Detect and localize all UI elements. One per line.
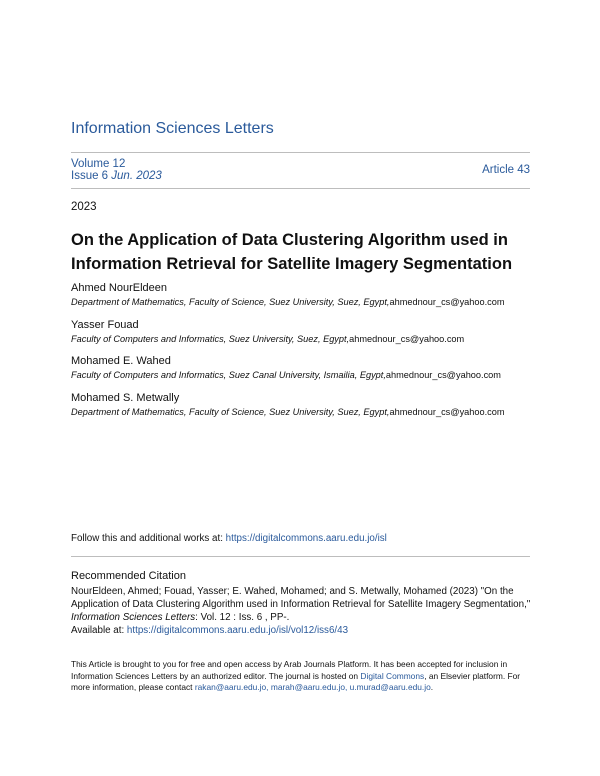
citation-link[interactable]: https://digitalcommons.aaru.edu.jo/isl/vol12/iss6/43 [126,625,349,636]
author-email: ahmednour_cs@yahoo.com [389,407,505,417]
divider [71,188,530,189]
divider [71,152,530,153]
access-notice: This Article is brought to you for free and open access by Arab Journals Platform. It has been accepted for inclusion in Information Sciences Letters by an authorized editor. The journal is hosted on Digital Commons, an Elsevier platform. For more information, please contact rakan@aaru.edu.jo, marah@aaru.edu.jo, u.murad@aaru.edu.jo. [71,659,521,692]
issue-label: Issue 6 Jun. 2023 [71,170,162,182]
citation-heading: Recommended Citation [71,570,186,582]
author-name: Yasser Fouad [71,319,139,331]
year: 2023 [71,201,97,213]
article-number[interactable]: Article 43 [482,164,530,176]
volume-label: Volume 12 [71,158,126,170]
author-email: ahmednour_cs@yahoo.com [389,297,505,307]
author-affiliation: Department of Mathematics, Faculty of Science, Suez University, Suez, Egypt,ahmednour_cs@yahoo.com [71,407,505,417]
author-email: ahmednour_cs@yahoo.com [385,370,501,380]
collection-link[interactable]: https://digitalcommons.aaru.edu.jo/isl [225,533,387,544]
follow-line: Follow this and additional works at: https://digitalcommons.aaru.edu.jo/isl [71,533,387,544]
volume-issue[interactable] [71,158,162,182]
author-name: Ahmed NourEldeen [71,282,168,294]
author-name: Mohamed E. Wahed [71,355,171,367]
citation-text: NourEldeen, Ahmed; Fouad, Yasser; E. Wahed, Mohamed; and S. Metwally, Mohamed (2023) "On the Application of Data Clustering Algorithm used in Information Retrieval for Satellite Imagery Segmentation," Information Sciences Letters: Vol. 12 : Iss. 6 , PP-. Available at: https://digitalcommons.aaru.edu.jo/isl/vol12/iss6/43 [71,586,531,636]
divider [71,556,530,557]
digital-commons-link[interactable]: Digital Commons [360,670,425,681]
contact-email-link[interactable]: rakan@aaru.edu.jo, marah@aaru.edu.jo, u.murad@aaru.edu.jo [194,682,431,692]
article-title: On the Application of Data Clustering Algorithm used in Information Retrieval for Satellite Imagery Segmentation [71,231,513,273]
author-email: ahmednour_cs@yahoo.com [349,334,465,344]
author-name: Mohamed S. Metwally [71,392,180,404]
author-affiliation: Department of Mathematics, Faculty of Science, Suez University, Suez, Egypt,ahmednour_cs@yahoo.com [71,297,505,307]
author-affiliation: Faculty of Computers and Informatics, Suez University, Suez, Egypt,ahmednour_cs@yahoo.com [71,334,465,344]
journal-name[interactable]: Information Sciences Letters [71,120,274,137]
author-affiliation: Faculty of Computers and Informatics, Suez Canal University, Ismailia, Egypt,ahmednour_cs@yahoo.com [71,370,501,380]
